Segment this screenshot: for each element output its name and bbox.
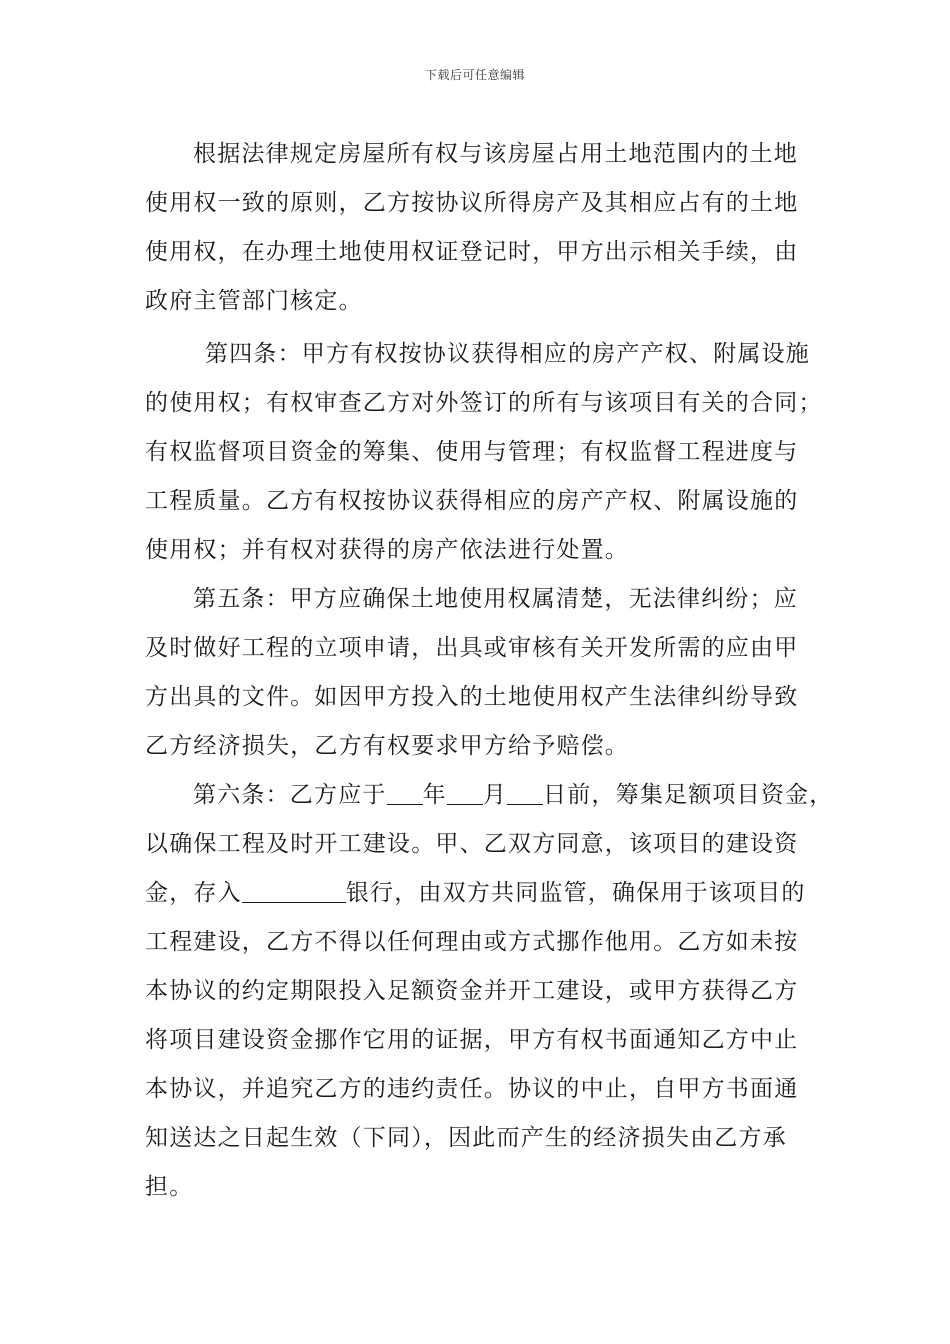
paragraph-line: 本协议，并追究乙方的违约责任。协议的中止，自甲方书面通 — [145, 1076, 799, 1102]
paragraph-line — [145, 771, 834, 820]
line-text: 银行，由双方共同监管，确保用于该项目的 — [345, 880, 806, 906]
day-blank[interactable] — [507, 780, 543, 805]
paragraph-line: 第五条：甲方应确保土地使用权属清楚，无法律纠纷；应 — [193, 586, 798, 612]
paragraph-line: 的使用权；有权审查乙方对外签订的所有与该项目有关的合同； — [145, 390, 823, 416]
paragraph-line: 方出具的文件。如因甲方投入的土地使用权产生法律纠纷导致 — [145, 684, 799, 710]
paragraph-line: 使用权一致的原则，乙方按协议所得房产及其相应占有的土地 — [145, 190, 799, 216]
paragraph-line: 工程质量。乙方有权按协议获得相应的房产产权、附属设施的 — [145, 488, 799, 514]
paragraph-line: 将项目建设资金挪作它用的证据，甲方有权书面通知乙方中止 — [145, 1027, 799, 1053]
page-header: 下载后可任意编辑 — [424, 68, 525, 82]
year-blank[interactable] — [387, 780, 423, 805]
paragraph-line: 以确保工程及时开工建设。甲、乙双方同意，该项目的建设资 — [145, 831, 799, 857]
paragraph-line — [145, 869, 805, 918]
bank-name-blank[interactable] — [242, 878, 346, 903]
paragraph-line: 有权监督项目资金的筹集、使用与管理；有权监督工程进度与 — [145, 439, 799, 465]
line-text: 第六条：乙方应于 — [193, 782, 387, 808]
line-text: 年 — [422, 782, 447, 808]
paragraph-article-6 — [145, 771, 834, 1212]
paragraph-land-use-right — [145, 130, 805, 326]
paragraph-line: 及时做好工程的立项申请，出具或审核有关开发所需的应由甲 — [145, 635, 799, 661]
paragraph-article-5 — [145, 575, 805, 771]
paragraph-line: 使用权；并有权对获得的房产依法进行处置。 — [145, 537, 629, 563]
line-text: 金，存入 — [145, 880, 242, 906]
paragraph-line: 担。 — [145, 1174, 194, 1200]
paragraph-line: 知送达之日起生效（下同），因此而产生的经济损失由乙方承 — [145, 1125, 787, 1151]
paragraph-article-4 — [145, 330, 823, 575]
paragraph-line: 本协议的约定期限投入足额资金并开工建设，或甲方获得乙方 — [145, 978, 799, 1004]
paragraph-line: 政府主管部门核定。 — [145, 288, 363, 314]
month-blank[interactable] — [447, 780, 483, 805]
document-body — [145, 130, 834, 1212]
line-text: 日前，筹集足额项目资金， — [543, 782, 834, 808]
paragraph-line: 第四条：甲方有权按协议获得相应的房产产权、附属设施 — [205, 341, 810, 367]
paragraph-line: 工程建设，乙方不得以任何理由或方式挪作他用。乙方如未按 — [145, 929, 799, 955]
paragraph-line: 乙方经济损失，乙方有权要求甲方给予赔偿。 — [145, 733, 629, 759]
line-text: 月 — [482, 782, 508, 808]
paragraph-line: 使用权，在办理土地使用权证登记时，甲方出示相关手续，由 — [145, 239, 799, 265]
paragraph-line: 根据法律规定房屋所有权与该房屋占用土地范围内的土地 — [193, 141, 798, 167]
